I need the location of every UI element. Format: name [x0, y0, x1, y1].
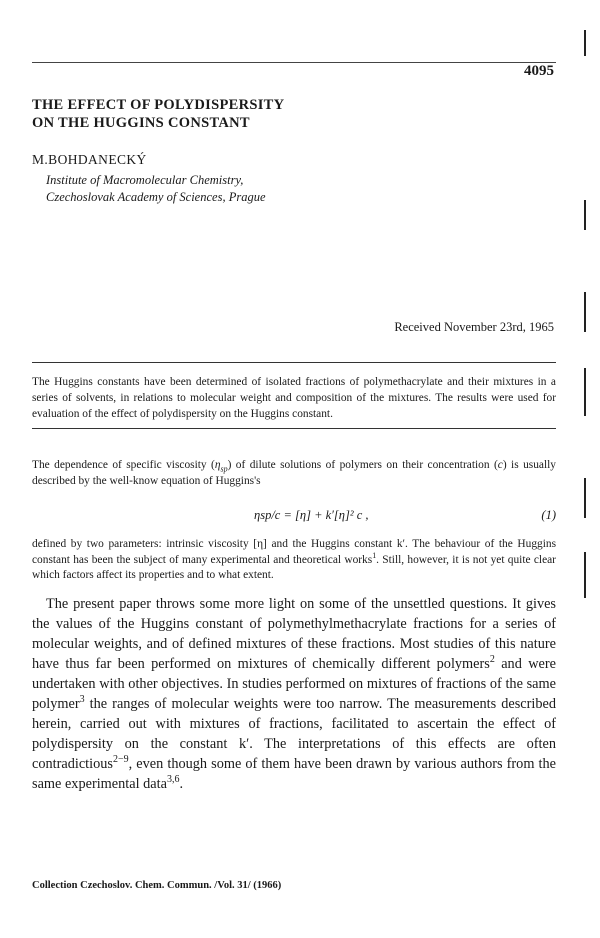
ref-2: 2: [489, 654, 495, 666]
intro-text-3: ) is usually described by the well-know equation of Huggins's: [32, 459, 556, 487]
main-text-b: and were undertaken with other objectives. In studies performed on mixtures of fractions of the same polymer: [32, 656, 556, 712]
equation-body: ηsp/c = [η] + k′[η]² c ,: [254, 508, 369, 522]
affiliation-line-1: Institute of Macromolecular Chemistry,: [46, 173, 244, 187]
ref-1: 1: [372, 550, 377, 560]
definition-paragraph: [32, 537, 556, 584]
main-text-d: , even though some of them have been drawn by various authors from the same experimental data: [32, 756, 556, 792]
ref-3: 3: [79, 694, 85, 706]
article-title: [32, 96, 284, 132]
affiliation-line-2: Czechoslovak Academy of Sciences, Prague: [46, 190, 266, 204]
intro-text-1: The dependence of specific viscosity (: [32, 459, 215, 471]
scan-edge-mark: [584, 478, 586, 518]
journal-footer: Collection Czechoslov. Chem. Commun. /Vol. 31/ (1966): [32, 880, 282, 891]
main-text-c: the ranges of molecular weights were too narrow. The measurements described herein, carried out with mixtures of fractions, facilitated to ascertain the effect of polydispersity on the constant k′. The interpretations of this effects are often contradictious: [32, 696, 556, 772]
scan-edge-mark: [584, 552, 586, 598]
c-symbol: c: [497, 459, 503, 471]
intro-paragraph: [32, 458, 556, 489]
page-number: 4095: [524, 63, 554, 79]
main-text-a: The present paper throws some more light on some of the unsettled questions. It gives the values of the Huggins constant of polymethylmethacrylate fractions for a series of molecular weights, and of defined mixtures of these fractions. Most studies of this nature have thus far been performed on mixtures of chemically different polymers: [32, 596, 556, 672]
affiliation: [46, 172, 266, 206]
title-line-2: ON THE HUGGINS CONSTANT: [32, 115, 250, 131]
abstract: The Huggins constants have been determined of isolated fractions of polymethacrylate and their mixtures in a series of solvents, in relations to molecular weight and composition of the mixtures. The results were used for evaluation of the effect of polydispersity on the Huggins constant.: [32, 376, 556, 420]
main-text-e: .: [179, 776, 184, 792]
header-rule: [32, 62, 556, 63]
scan-edge-mark: [584, 368, 586, 416]
sp-subscript: sp: [220, 464, 228, 474]
eta-symbol: η: [214, 459, 221, 471]
ref-2-9: 2−9: [113, 754, 129, 766]
definition-text-2: . Still, however, it is not yet quite clear which factors affect its properties and to what extent.: [32, 553, 556, 581]
equation-number: (1): [541, 508, 556, 522]
received-date: Received November 23rd, 1965: [394, 320, 554, 334]
main-paragraph: [32, 594, 556, 794]
scan-edge-mark: [584, 200, 586, 230]
scan-edge-mark: [584, 292, 586, 332]
ref-3-6: 3,6: [166, 774, 180, 786]
abstract-rule-top: [32, 362, 556, 363]
title-line-1: THE EFFECT OF POLYDISPERSITY: [32, 97, 285, 113]
intro-text-2: ) of dilute solutions of polymers on their concentration (: [227, 459, 498, 471]
abstract-rule-bottom: [32, 428, 556, 429]
scan-edge-mark: [584, 30, 586, 56]
definition-text-1: defined by two parameters: intrinsic viscosity [η] and the Huggins constant k′. The behaviour of the Huggins constant has been the subject of many experimental and theoretical works: [32, 538, 556, 566]
author-name: M.BOHDANECKÝ: [32, 152, 147, 167]
